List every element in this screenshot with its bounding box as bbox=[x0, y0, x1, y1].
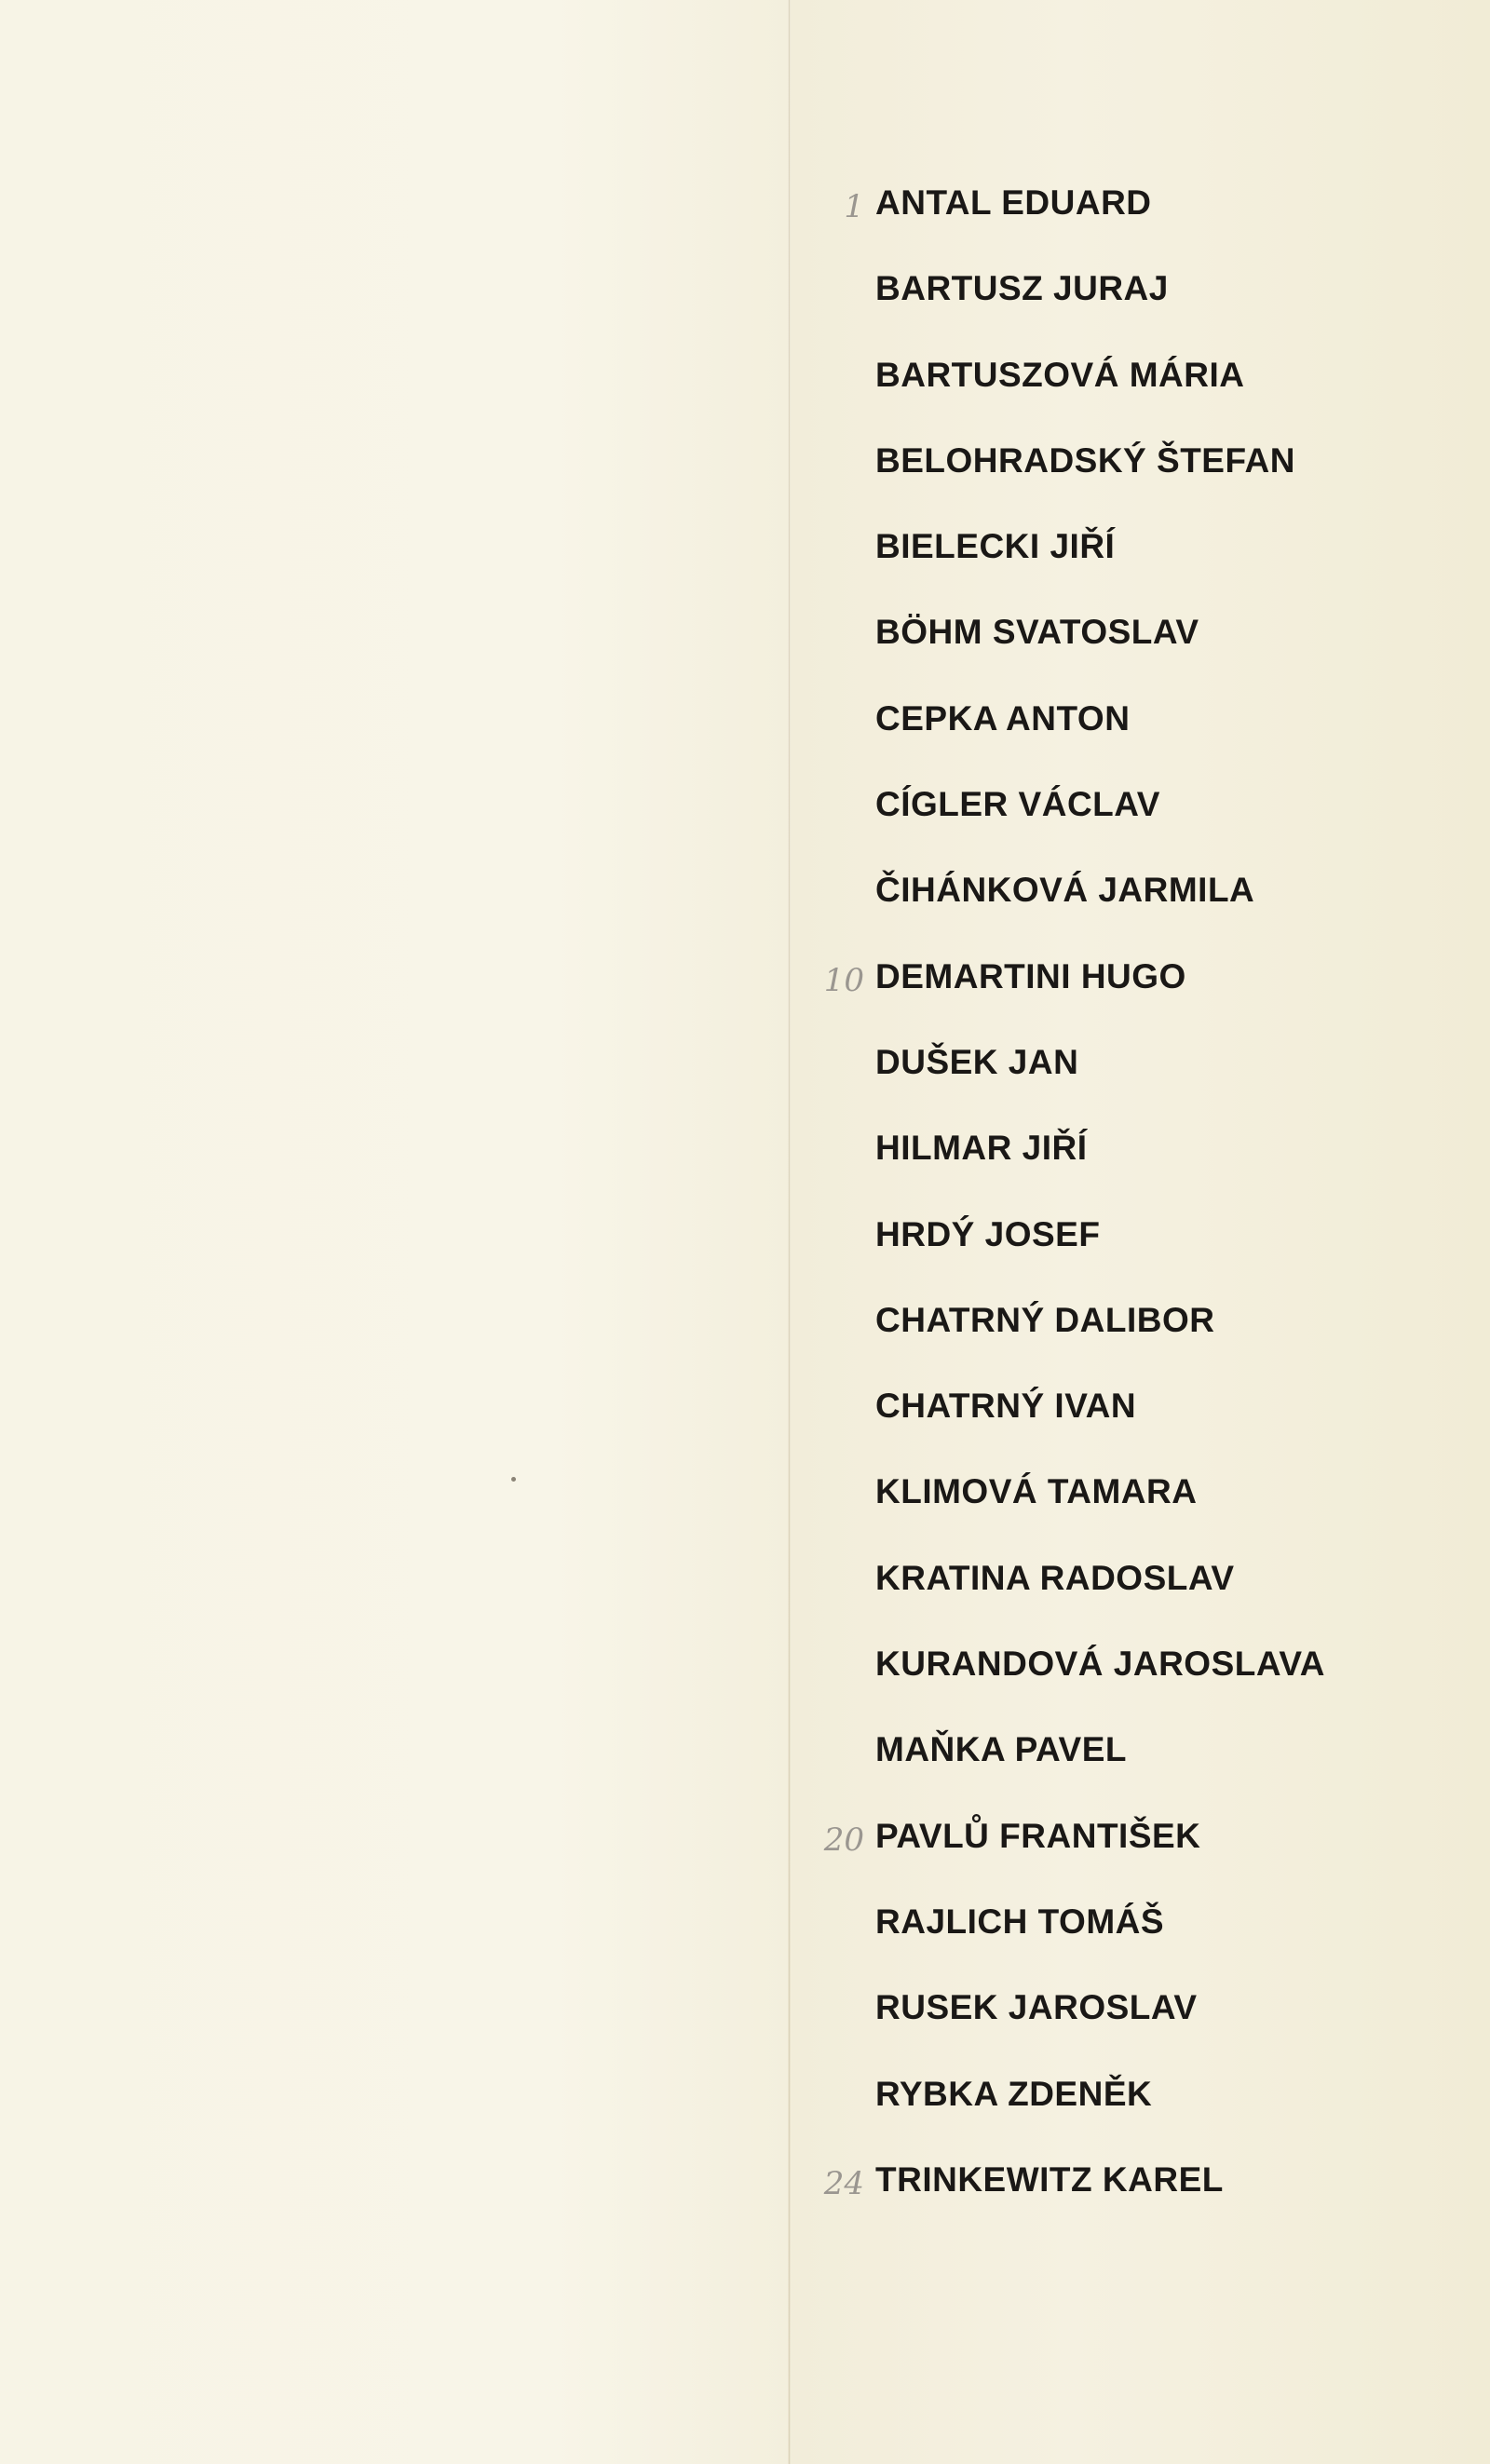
name-list-item bbox=[875, 349, 1325, 435]
name-list-item bbox=[875, 1294, 1325, 1380]
name-list-item bbox=[875, 1209, 1325, 1294]
name-text: TRINKEWITZ KAREL bbox=[875, 2159, 1224, 2199]
name-text: HILMAR JIŘÍ bbox=[875, 1129, 1088, 1168]
name-list-item bbox=[875, 693, 1325, 778]
pencil-number: 20 bbox=[823, 1821, 864, 1859]
name-text: KRATINA RADOSLAV bbox=[875, 1558, 1235, 1597]
name-text: RAJLICH TOMÁŠ bbox=[875, 1902, 1165, 1941]
name-list-item bbox=[875, 1552, 1325, 1638]
name-text: BARTUSZOVÁ MÁRIA bbox=[875, 355, 1245, 394]
name-list-item bbox=[844, 177, 1325, 263]
name-text: PAVLŮ FRANTIŠEK bbox=[875, 1816, 1201, 1855]
name-list-item bbox=[875, 1982, 1325, 2067]
name-list-item bbox=[875, 1122, 1325, 1208]
name-list bbox=[823, 177, 1325, 2240]
name-text: RUSEK JAROSLAV bbox=[875, 1988, 1198, 2027]
name-text: CHATRNÝ IVAN bbox=[875, 1387, 1137, 1426]
name-text: KURANDOVÁ JAROSLAVA bbox=[875, 1645, 1325, 1684]
name-text: RYBKA ZDENĚK bbox=[875, 2074, 1153, 2113]
name-text: BARTUSZ JURAJ bbox=[875, 269, 1169, 308]
name-list-item bbox=[875, 435, 1325, 521]
pencil-number: 10 bbox=[823, 961, 864, 999]
name-list-item bbox=[875, 864, 1325, 950]
name-text: DEMARTINI HUGO bbox=[875, 956, 1186, 995]
name-list-item bbox=[875, 263, 1325, 348]
pencil-number: 1 bbox=[844, 188, 864, 225]
name-text: ANTAL EDUARD bbox=[875, 183, 1152, 222]
name-list-item bbox=[875, 521, 1325, 606]
name-list-item bbox=[875, 1380, 1325, 1466]
name-text: ČIHÁNKOVÁ JARMILA bbox=[875, 871, 1255, 910]
name-list-item bbox=[823, 2154, 1325, 2240]
paper-speck bbox=[511, 1477, 516, 1482]
name-list-item bbox=[823, 951, 1325, 1036]
name-text: BELOHRADSKÝ ŠTEFAN bbox=[875, 440, 1295, 480]
name-list-item bbox=[875, 778, 1325, 864]
name-text: BÖHM SVATOSLAV bbox=[875, 613, 1199, 652]
name-list-item bbox=[875, 1036, 1325, 1122]
name-list-item bbox=[875, 606, 1325, 692]
name-list-item bbox=[875, 1896, 1325, 1982]
name-list-item bbox=[875, 1466, 1325, 1551]
name-list-item bbox=[875, 2068, 1325, 2154]
name-text: HRDÝ JOSEF bbox=[875, 1214, 1101, 1253]
name-list-item bbox=[875, 1638, 1325, 1724]
name-text: CEPKA ANTON bbox=[875, 698, 1131, 738]
name-text: BIELECKI JIŘÍ bbox=[875, 527, 1116, 566]
name-text: MAŇKA PAVEL bbox=[875, 1730, 1127, 1769]
name-list-item bbox=[875, 1724, 1325, 1809]
pencil-number: 24 bbox=[823, 2164, 864, 2202]
name-text: CHATRNÝ DALIBOR bbox=[875, 1300, 1215, 1339]
name-list-item bbox=[823, 1810, 1325, 1896]
name-text: CÍGLER VÁCLAV bbox=[875, 785, 1160, 824]
name-text: KLIMOVÁ TAMARA bbox=[875, 1472, 1198, 1511]
name-text: DUŠEK JAN bbox=[875, 1042, 1079, 1081]
